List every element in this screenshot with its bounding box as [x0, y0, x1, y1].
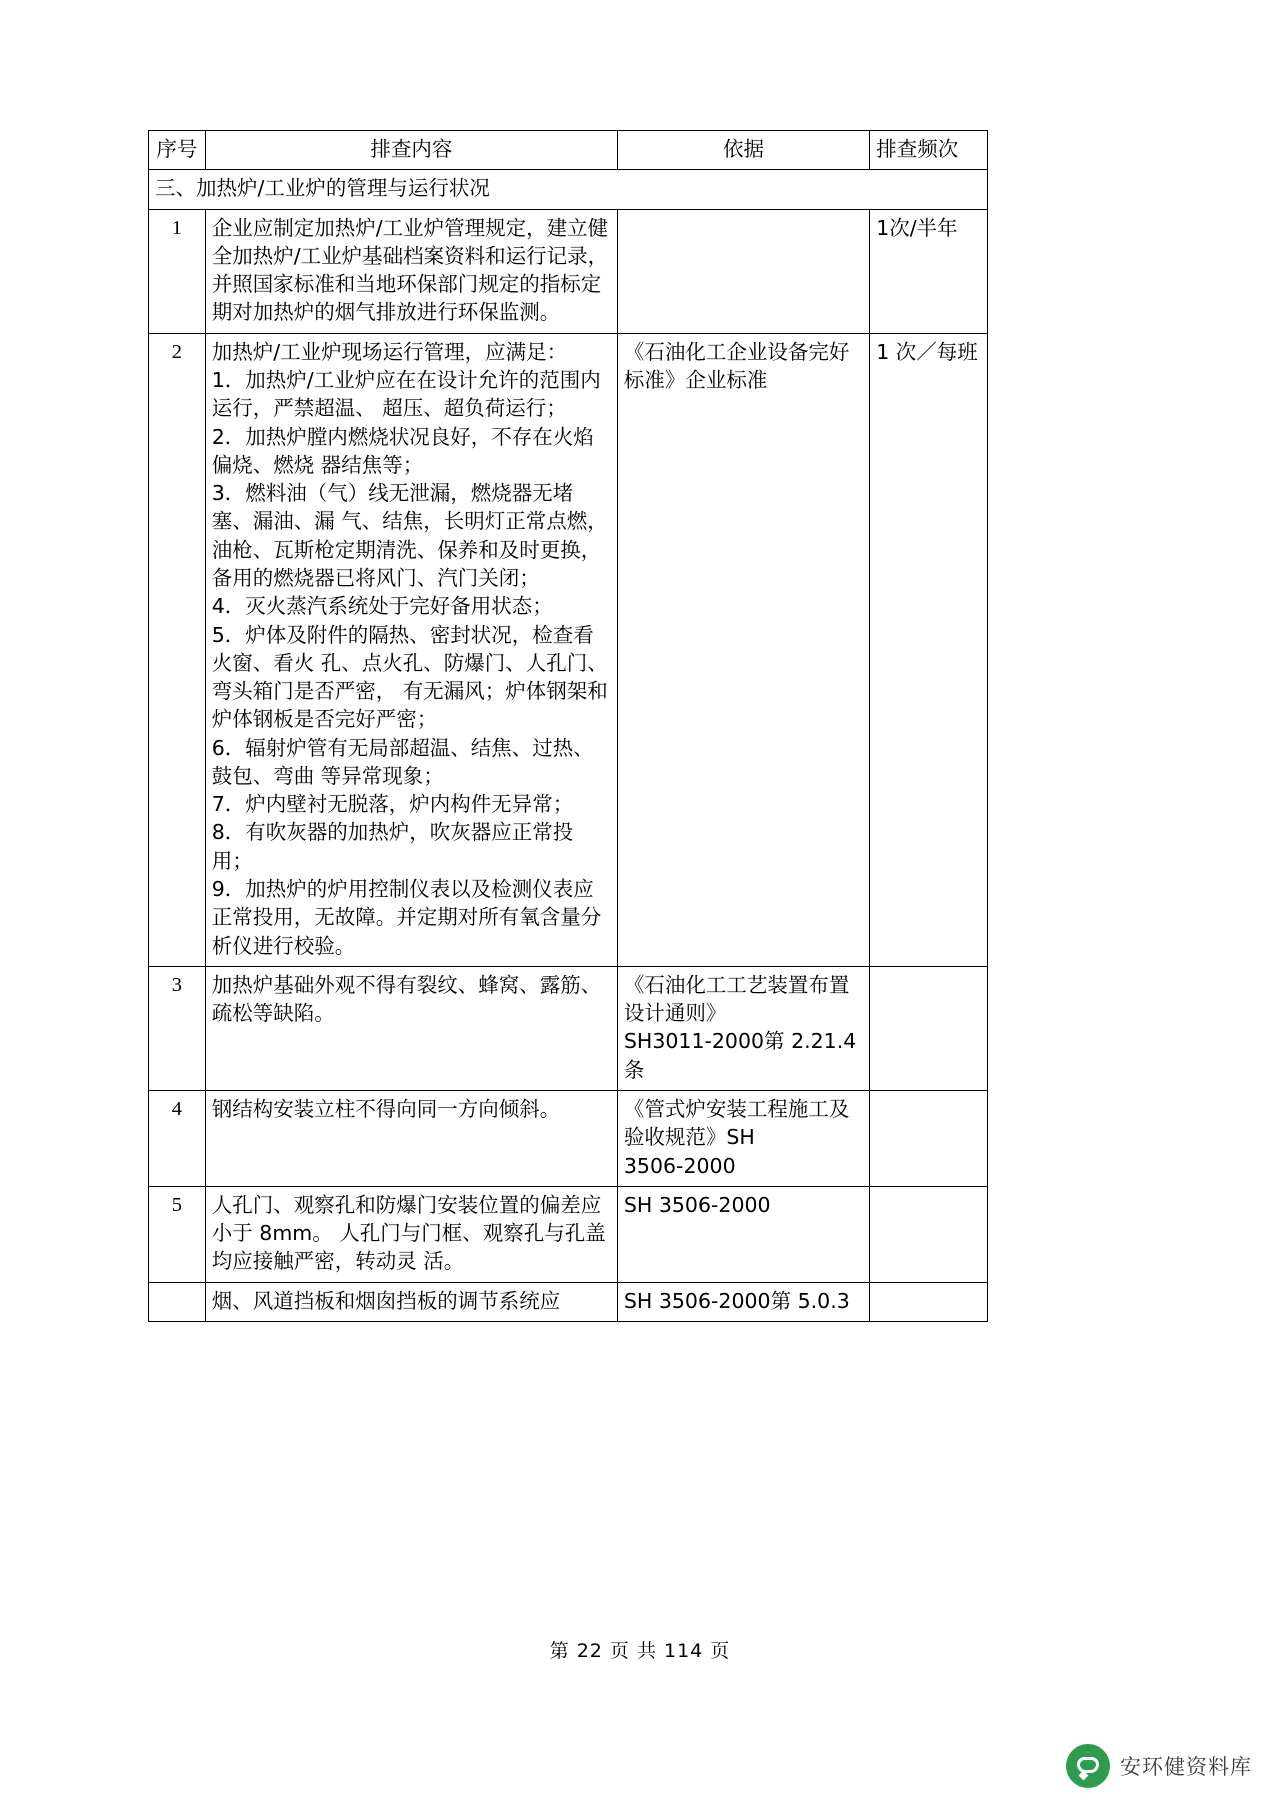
row-no: 2	[149, 333, 206, 966]
content-line: 加热炉基础外观不得有裂纹、蜂窝、露筋、疏松等缺陷。	[211, 972, 602, 1026]
row-basis	[617, 966, 869, 1090]
table-row	[149, 1186, 988, 1282]
row-no: 4	[149, 1091, 206, 1187]
content-line: 2．加热炉膛内燃烧状况良好，不存在火焰偏烧、燃烧 器结焦等；	[211, 424, 594, 477]
row-content	[205, 333, 617, 966]
header-content: 排查内容	[205, 131, 617, 170]
wechat-account-logo-icon	[1066, 1744, 1110, 1788]
row-no: 5	[149, 1186, 206, 1282]
content-line: 加热炉/工业炉现场运行管理，应满足：	[211, 339, 568, 364]
row-no: 3	[149, 966, 206, 1090]
row-no: 1	[149, 209, 206, 333]
basis-line: SH3011-2000第 2.21.4条	[623, 1029, 857, 1082]
row-frequency	[870, 966, 988, 1090]
basis-line: 《石油化工工艺装置布置设计通则》	[623, 972, 850, 1026]
row-basis	[617, 1186, 869, 1282]
watermark	[1066, 1744, 1252, 1788]
row-basis	[617, 1091, 869, 1187]
row-content	[205, 1282, 617, 1321]
content-line: 8．有吹灰器的加热炉，吹灰器应正常投用；	[211, 820, 574, 873]
content-line: 7．炉内壁衬无脱落，炉内构件无异常；	[211, 792, 574, 817]
row-content	[205, 966, 617, 1090]
content-line: 6．辐射炉管有无局部超温、结焦、过热、鼓包、弯曲 等异常现象；	[211, 735, 594, 788]
row-content	[205, 1091, 617, 1187]
content-line: 企业应制定加热炉/工业炉管理规定，建立健全加热炉/工业炉基础档案资料和运行记录，并照国家标准和当地环保部门规定的指标定期对加热炉的烟气排放进行环保监测。	[211, 215, 609, 325]
table-row	[149, 209, 988, 333]
header-frequency: 排查频次	[870, 131, 988, 170]
basis-line: 《石油化工企业设备完好标准》企业标准	[623, 339, 850, 392]
table-row	[149, 966, 988, 1090]
row-frequency: 1次/半年	[870, 209, 988, 333]
page-footer: 第 22 页 共 114 页	[549, 1640, 731, 1662]
content-line: 5．炉体及附件的隔热、密封状况，检查看火窗、看火 孔、点火孔、防爆门、人孔门、弯头箱门是否严密， 有无漏风；炉体钢架和炉体钢板是否完好严密；	[211, 622, 608, 732]
row-content	[205, 1186, 617, 1282]
row-frequency: 1 次／每班	[870, 333, 988, 966]
basis-line: SH 3506-2000	[623, 1192, 771, 1217]
header-no: 序号	[149, 131, 206, 170]
content-line: 钢结构安装立柱不得向同一方向倾斜。	[211, 1097, 561, 1121]
content-line: 烟、风道挡板和烟囱挡板的调节系统应	[211, 1288, 561, 1313]
row-frequency	[870, 1091, 988, 1187]
watermark-label: 安环健资料库	[1120, 1755, 1252, 1779]
row-frequency	[870, 1186, 988, 1282]
row-frequency	[870, 1282, 988, 1321]
row-no	[149, 1282, 206, 1321]
basis-line: 《管式炉安装工程施工及验收规范》SH	[623, 1097, 850, 1150]
table-row	[149, 1282, 988, 1321]
table-row	[149, 1091, 988, 1187]
table-row	[149, 333, 988, 966]
row-basis	[617, 333, 869, 966]
content-line: 人孔门、观察孔和防爆门安装位置的偏差应小于 8mm。 人孔门与门框、观察孔与孔盖均应接触严密，转动灵 活。	[211, 1192, 606, 1274]
section-title: 三、加热炉/工业炉的管理与运行状况	[149, 170, 988, 209]
basis-line: 3506-2000	[623, 1153, 736, 1178]
content-line: 4．灭火蒸汽系统处于完好备用状态；	[211, 594, 553, 619]
content-line: 3．燃料油（气）线无泄漏，燃烧器无堵塞、漏油、漏 气、结焦，长明灯正常点燃，油枪、瓦斯枪定期清洗、保养和及时更换，备用的燃烧器已将风门、汽门关闭；	[211, 481, 608, 590]
inspection-table	[148, 130, 988, 1322]
table-section-row	[149, 170, 988, 209]
content-line: 9．加热炉的炉用控制仪表以及检测仪表应正常投用，无故障。并定期对所有氧含量分析仪进行校验。	[211, 877, 602, 958]
row-basis	[617, 1282, 869, 1321]
header-basis: 依据	[617, 131, 869, 170]
table-header-row	[149, 131, 988, 170]
content-line: 1．加热炉/工业炉应在在设计允许的范围内运行，严禁超温、 超压、超负荷运行；	[211, 367, 601, 421]
basis-line: SH 3506-2000第 5.0.3	[623, 1288, 850, 1313]
row-content	[205, 209, 617, 333]
row-basis	[617, 209, 869, 333]
